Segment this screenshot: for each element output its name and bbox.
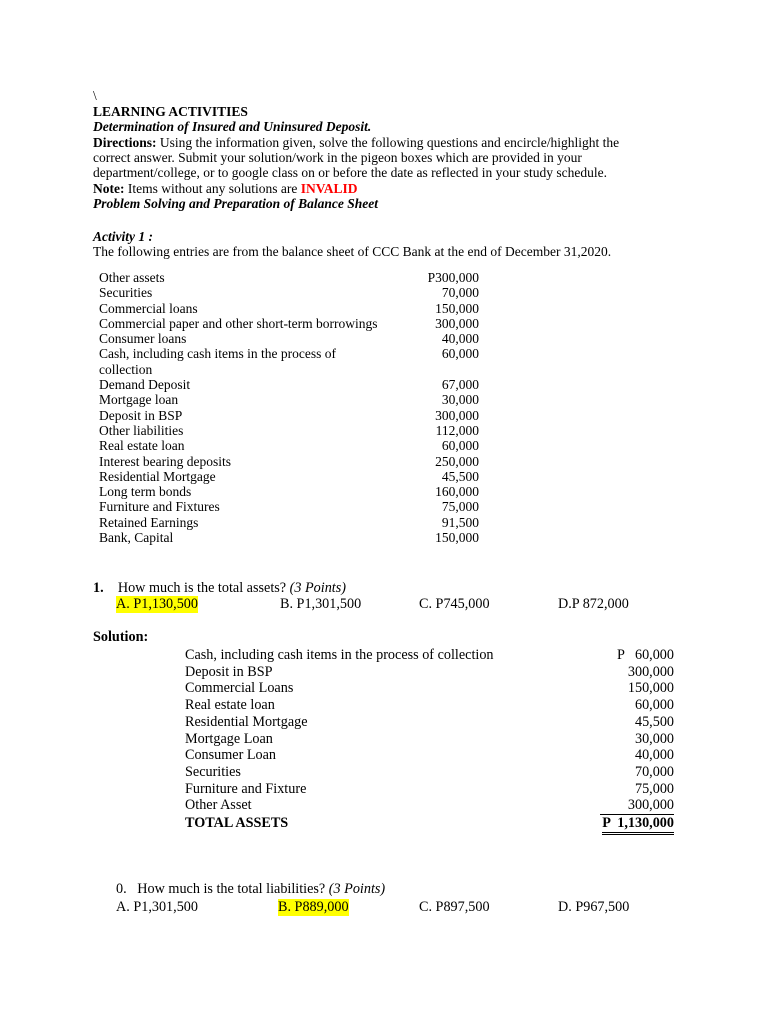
- q2-option-c[interactable]: C. P897,500: [419, 899, 490, 915]
- entry-row: [99, 484, 479, 499]
- solution-row: [185, 747, 674, 764]
- entry-amount: 160,000: [435, 484, 479, 500]
- solution-item-amount: 60,000: [634, 697, 674, 714]
- activity-intro: The following entries are from the balance sheet of CCC Bank at the end of December 31,2020.: [93, 244, 612, 259]
- solution-item-label: Residential Mortgage: [185, 713, 308, 730]
- entry-label: Demand Deposit: [99, 377, 191, 393]
- solution-item-label: Securities: [185, 763, 241, 780]
- entry-row: [99, 408, 479, 423]
- question-2: [116, 881, 385, 898]
- entry-row: [99, 316, 479, 331]
- question-2-text: How much is the total liabilities?: [137, 881, 326, 897]
- entry-label: Commercial loans: [99, 300, 198, 316]
- entry-label: Other liabilities: [99, 422, 184, 438]
- q2-option-d[interactable]: D. P967,500: [558, 899, 630, 915]
- entry-amount: 300,000: [435, 407, 479, 423]
- directions-line-3: department/college, or to google class on or before the date as reflected in your study schedule.: [93, 165, 607, 180]
- entry-amount: 30,000: [441, 392, 479, 408]
- question-2-number: 0.: [116, 881, 127, 897]
- solution-item-label: Cash, including cash items in the process of collection: [185, 647, 494, 663]
- total-assets-amount: P 1,130,000: [602, 815, 674, 835]
- solution-item-amount: 45,500: [634, 713, 674, 730]
- entry-amount: 300,000: [435, 315, 479, 331]
- solution-row: [185, 647, 674, 664]
- solution-item-amount: 150,000: [627, 680, 674, 697]
- directions-label: Directions:: [93, 135, 157, 150]
- entry-amount: 40,000: [441, 331, 479, 347]
- directions-line-1: [93, 135, 619, 150]
- solution-item-label: Commercial Loans: [185, 680, 294, 697]
- q2-option-b[interactable]: B. P889,000: [278, 899, 349, 915]
- directions-text: Using the information given, solve the following questions and encircle/highlight the: [156, 135, 620, 150]
- entry-label: Deposit in BSP: [99, 407, 183, 423]
- entry-row: [99, 530, 479, 545]
- entry-label: Mortgage loan: [99, 392, 179, 408]
- q2-option-a[interactable]: A. P1,301,500: [116, 899, 198, 915]
- solution-row: [185, 797, 674, 815]
- solution-item-label: Other Asset: [185, 797, 252, 814]
- entry-label: Commercial paper and other short-term borrowings: [99, 315, 378, 331]
- solution-row: [185, 781, 674, 798]
- entry-row: [99, 285, 479, 300]
- note-line: [93, 181, 358, 196]
- solution-row: [185, 764, 674, 781]
- entry-label: Residential Mortgage: [99, 468, 216, 484]
- entry-amount: 60,000: [441, 346, 479, 362]
- entry-amount: 67,000: [441, 377, 479, 393]
- question-1-number: 1.: [93, 580, 104, 596]
- note-text: Items without any solutions are: [124, 181, 301, 196]
- entry-label: Interest bearing deposits: [99, 453, 231, 469]
- solution-total-row: [185, 815, 674, 835]
- solution-row: [185, 697, 674, 714]
- entry-row: [99, 499, 479, 514]
- q1-option-a[interactable]: A. P1,130,500: [116, 596, 198, 612]
- question-2-points: (3 Points): [328, 881, 386, 897]
- entry-row: [99, 515, 479, 530]
- page-title: LEARNING ACTIVITIES: [93, 104, 248, 119]
- entry-row: [99, 301, 479, 316]
- solution-item-label: Furniture and Fixture: [185, 780, 307, 797]
- entry-label: Other assets: [99, 270, 165, 285]
- solution-table: [185, 647, 674, 835]
- solution-row: [185, 714, 674, 731]
- note-label: Note:: [93, 181, 125, 196]
- entry-amount: 250,000: [435, 453, 479, 469]
- entry-row: [99, 469, 479, 484]
- entry-label: Bank, Capital: [99, 530, 174, 546]
- entry-label: Furniture and Fixtures: [99, 499, 220, 515]
- solution-item-label: Deposit in BSP: [185, 663, 273, 680]
- entry-row: [99, 392, 479, 407]
- entry-row: [99, 270, 479, 285]
- entry-amount: 60,000: [441, 438, 479, 454]
- entry-row: [99, 346, 479, 361]
- q1-option-b[interactable]: B. P1,301,500: [280, 596, 362, 612]
- solution-item-label: Mortgage Loan: [185, 730, 273, 747]
- solution-item-amount: 75,000: [634, 780, 674, 797]
- entry-label: Long term bonds: [99, 484, 192, 500]
- solution-item-amount: 30,000: [634, 730, 674, 747]
- page-subtitle: Determination of Insured and Uninsured Deposit.: [93, 119, 372, 134]
- balance-sheet-entries: [99, 270, 479, 545]
- entry-row: [99, 331, 479, 346]
- entry-amount: 91,500: [441, 514, 479, 530]
- entry-row: [99, 423, 479, 438]
- backslash-mark: \: [93, 88, 97, 103]
- entry-label: Retained Earnings: [99, 514, 199, 530]
- solution-item-amount: 300,000: [600, 797, 674, 815]
- entry-row: [99, 454, 479, 469]
- solution-label: Solution:: [93, 629, 149, 645]
- solution-item-label: Consumer Loan: [185, 747, 277, 764]
- entry-row: [99, 438, 479, 453]
- question-1: [93, 580, 346, 597]
- entry-amount: 150,000: [435, 530, 479, 546]
- entry-amount: 112,000: [435, 422, 479, 438]
- entry-row: [99, 377, 479, 392]
- entry-label: Securities: [99, 285, 153, 301]
- entry-label: collection: [99, 361, 153, 377]
- invalid-word: INVALID: [300, 181, 358, 196]
- entry-amount: 75,000: [441, 499, 479, 515]
- entry-label: Consumer loans: [99, 331, 187, 347]
- activity-title: Activity 1 :: [93, 229, 153, 244]
- q1-option-c[interactable]: C. P745,000: [419, 596, 490, 612]
- section-title: Problem Solving and Preparation of Balance Sheet: [93, 196, 379, 211]
- solution-row: [185, 680, 674, 697]
- solution-item-amount: 40,000: [634, 747, 674, 764]
- solution-item-amount: P 60,000: [616, 647, 674, 663]
- question-1-points: (3 Points): [289, 580, 346, 596]
- solution-row: [185, 731, 674, 748]
- entry-label: Real estate loan: [99, 438, 185, 454]
- solution-row: [185, 664, 674, 681]
- question-1-text: How much is the total assets?: [117, 580, 287, 596]
- solution-item-amount: 70,000: [634, 763, 674, 780]
- total-assets-label: TOTAL ASSETS: [185, 815, 289, 832]
- directions-line-2: correct answer. Submit your solution/work in the pigeon boxes which are provided in your: [93, 150, 582, 165]
- entry-label: Cash, including cash items in the process of: [99, 346, 336, 362]
- solution-item-label: Real estate loan: [185, 697, 275, 714]
- q1-option-d[interactable]: D.P 872,000: [558, 596, 629, 612]
- entry-amount: 45,500: [441, 468, 479, 484]
- solution-item-amount: 300,000: [627, 663, 674, 680]
- entry-amount: P300,000: [427, 270, 479, 285]
- entry-amount: 150,000: [435, 300, 479, 316]
- entry-row: [99, 362, 479, 377]
- entry-amount: 70,000: [441, 285, 479, 301]
